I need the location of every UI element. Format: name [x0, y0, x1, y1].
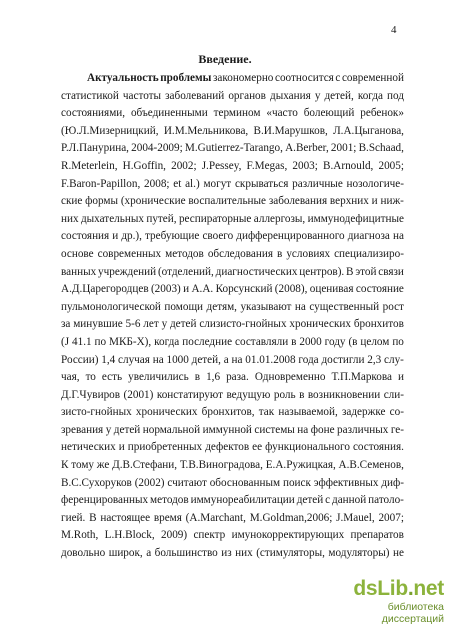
word: эффективных — [313, 476, 379, 489]
word: года — [298, 353, 319, 366]
word: различных — [337, 423, 389, 436]
word: по — [94, 335, 107, 348]
word: диагностических — [215, 265, 298, 278]
word: условиях — [286, 247, 331, 260]
word: 2005; — [378, 159, 404, 172]
word: фоне — [310, 423, 335, 436]
text-line — [61, 211, 404, 229]
word: чая, — [61, 371, 80, 384]
word: увеличились — [128, 371, 189, 384]
word: возникновении — [307, 388, 381, 401]
word: (Ю.Л.Мизерницкий, — [61, 124, 159, 137]
word: Д.В.Стефани, — [112, 459, 178, 472]
word: (2001) — [123, 388, 154, 401]
word: в — [194, 371, 201, 384]
word: термином — [213, 107, 261, 120]
word: верхних — [329, 195, 369, 208]
word: J.Pessey, — [201, 159, 242, 172]
word: специализиро- — [334, 247, 404, 260]
word: на — [152, 353, 164, 366]
word: 1,6 — [206, 371, 221, 384]
word: Актуальность — [87, 72, 159, 84]
word: зисто-гнойных — [61, 406, 132, 419]
word: нормальной — [142, 423, 201, 436]
text-line — [61, 264, 404, 282]
word: а — [146, 547, 152, 560]
text-line — [61, 316, 404, 334]
word: 1,4 — [101, 353, 116, 366]
word: году — [324, 335, 346, 348]
word: аллергозы, — [253, 212, 306, 225]
text-line — [61, 404, 404, 422]
word: ее — [252, 441, 263, 454]
word: состояниями, — [61, 107, 126, 120]
word: этой — [355, 265, 377, 278]
word: (2002) — [134, 476, 165, 489]
word: на — [231, 353, 243, 366]
text-line — [61, 387, 404, 405]
word: детей, — [324, 89, 354, 102]
word: них — [235, 547, 253, 560]
text-line — [61, 527, 404, 545]
word: al.) — [185, 177, 200, 190]
page-number: 4 — [391, 24, 397, 36]
word: же — [96, 459, 110, 472]
word: хронических — [289, 318, 351, 331]
word: последние — [182, 335, 233, 348]
text-line — [61, 334, 404, 352]
text-line — [61, 369, 404, 387]
word: (в — [348, 335, 358, 348]
word: L.H.Block, — [104, 529, 155, 542]
word: связи — [378, 265, 404, 278]
word: данной — [332, 494, 367, 507]
word: Р.Л.Панурина, — [61, 142, 129, 155]
word: констатируют — [156, 388, 223, 401]
section-heading: Введение. — [198, 52, 252, 66]
word: В — [89, 511, 97, 524]
word: широк, — [108, 547, 143, 560]
word: и — [112, 230, 119, 243]
word: поиск — [282, 476, 311, 489]
word: 2002; — [171, 159, 197, 172]
word: указывают — [240, 300, 292, 313]
word: 1000 — [166, 353, 189, 366]
word: ниж- — [380, 195, 404, 208]
text-line — [61, 193, 404, 211]
word: своего — [202, 230, 234, 243]
word: настоящее — [100, 511, 151, 524]
word: 2000 — [299, 335, 322, 348]
word: называемой, — [278, 406, 338, 419]
word: (хронические — [120, 195, 186, 208]
word: Е.А.Ружицкая, — [265, 459, 336, 472]
word: M.Roth, — [61, 529, 99, 542]
word: время — [153, 511, 182, 524]
word: 2009) — [161, 529, 188, 542]
word: когда — [154, 335, 180, 348]
word: бронхитов — [353, 318, 404, 331]
word: считают — [167, 476, 207, 489]
word: иммунореабилитации — [190, 494, 295, 507]
word: закономерно — [212, 72, 274, 84]
word: МКБ-Х), — [109, 335, 152, 348]
word: др.), — [121, 230, 142, 243]
word: статистикой — [61, 89, 119, 102]
word: детям, — [206, 300, 237, 313]
text-line — [61, 88, 404, 106]
word: иммунной — [202, 423, 252, 436]
word: России) — [61, 353, 99, 366]
word: то — [85, 371, 96, 384]
word: Д.Г.Чувиров — [61, 388, 121, 401]
word: целом — [360, 335, 390, 348]
text-line — [61, 123, 404, 141]
word: лет — [143, 318, 159, 331]
word: системы — [254, 423, 295, 436]
word: и — [398, 371, 404, 384]
word: достигли — [321, 353, 365, 366]
word: формы — [85, 195, 119, 208]
word: дифференцированного — [236, 230, 345, 243]
word: В.И.Марушков, — [253, 124, 328, 137]
word: методов — [150, 494, 189, 507]
word: у — [105, 423, 112, 436]
word: со- — [389, 406, 404, 419]
word: слизисто-гнойных — [199, 318, 287, 331]
word: F.Baron-Papillon, — [61, 177, 141, 190]
word: частоты — [122, 89, 162, 102]
word: путей, — [146, 212, 177, 225]
word: современных — [97, 247, 162, 260]
word: у — [314, 89, 321, 102]
text-line — [61, 228, 404, 246]
word: (2003) — [150, 283, 181, 296]
word: в — [277, 247, 283, 260]
text-line — [61, 140, 404, 158]
word: объединенными — [130, 107, 208, 120]
text-line — [61, 70, 404, 88]
word: J.Mauel, — [336, 511, 375, 524]
word: диф- — [381, 476, 404, 489]
word: минувшие — [73, 318, 123, 331]
word: M.Goldman,2006; — [249, 511, 333, 524]
word: с — [325, 494, 331, 507]
word: состояние — [355, 283, 404, 296]
word: за — [61, 318, 71, 331]
word: состояния. — [352, 441, 404, 454]
word: 2001; — [330, 142, 357, 155]
word: сли- — [383, 388, 404, 401]
word: зревания — [61, 423, 104, 436]
word: и — [118, 441, 125, 454]
word: большинство — [154, 547, 218, 560]
word: различные — [292, 177, 343, 190]
word: приобретенных — [127, 441, 203, 454]
word: у — [161, 318, 168, 331]
text-line — [61, 545, 404, 563]
word: рост — [382, 300, 404, 313]
text-line — [61, 510, 404, 528]
text-line — [61, 422, 404, 440]
word: ские — [61, 195, 83, 208]
word: (J — [61, 335, 70, 348]
word: современной — [341, 72, 404, 84]
word: скрываться — [234, 177, 289, 190]
watermark[interactable] — [332, 578, 444, 625]
word: и — [183, 283, 190, 296]
word: органов — [228, 89, 266, 102]
word: на — [297, 423, 309, 436]
word: (2008), — [274, 283, 308, 296]
word: тому — [71, 459, 95, 472]
word: существенный — [309, 300, 380, 313]
text-line — [61, 475, 404, 493]
word: 2003; — [292, 159, 318, 172]
word: бронхитов, — [201, 406, 255, 419]
word: состояния — [61, 230, 110, 243]
word: детей — [169, 318, 197, 331]
word: под — [387, 89, 404, 102]
word: детей, — [191, 353, 221, 366]
word: из — [221, 547, 232, 560]
word: В — [346, 265, 354, 278]
word: раза. — [226, 371, 249, 384]
word: задержке — [341, 406, 386, 419]
word: нетических — [61, 441, 116, 454]
word: Т.П.Маркова — [331, 371, 392, 384]
word: обследования — [207, 247, 273, 260]
text-line — [61, 281, 404, 299]
word: гией. — [61, 511, 86, 524]
word: Одновременно — [254, 371, 326, 384]
word: В.С.Сухоруков — [61, 476, 132, 489]
word: них — [61, 212, 79, 225]
word: так — [258, 406, 275, 419]
text-line — [61, 105, 404, 123]
text-line — [61, 299, 404, 317]
word: К — [61, 459, 69, 472]
word: учреждений — [98, 265, 157, 278]
word: слу- — [384, 353, 404, 366]
word: детей — [296, 494, 324, 507]
word: ге- — [390, 423, 404, 436]
word: нозологиче- — [346, 177, 404, 190]
word: 01.01.2008 — [245, 353, 296, 366]
word: 2007; — [378, 511, 404, 524]
word: и — [371, 195, 378, 208]
word: патоло- — [368, 494, 404, 507]
word: ванных — [61, 265, 97, 278]
word: 2004-2009; — [131, 142, 183, 155]
word: на — [294, 300, 306, 313]
word: воспалительные — [188, 195, 267, 208]
word: а — [223, 353, 229, 366]
word: (стимуляторы, — [256, 547, 325, 560]
word: А.А. — [191, 283, 214, 296]
word: могут — [203, 177, 232, 190]
word: M.Gutierrez-Tarango, — [184, 142, 283, 155]
word: методов — [165, 247, 204, 260]
word: есть — [101, 371, 123, 384]
word: H.Goffin, — [122, 159, 166, 172]
word: 5-6 — [125, 318, 141, 331]
word: модуляторы) — [328, 547, 390, 560]
word: А.В.Семенов, — [338, 459, 404, 472]
word: дыхания — [270, 89, 311, 102]
word: основе — [61, 247, 94, 260]
word: «часто — [266, 107, 298, 120]
word: когда — [357, 89, 383, 102]
word: центров). — [299, 265, 345, 278]
word: 41.1 — [72, 335, 92, 348]
word: спектр — [193, 529, 226, 542]
body-text — [61, 70, 404, 563]
text-line — [61, 492, 404, 510]
word: оценивая — [309, 283, 354, 296]
word: помощи — [164, 300, 204, 313]
word: составляли — [234, 335, 289, 348]
word: B.Schaad, — [358, 142, 404, 155]
word: не — [392, 547, 404, 560]
word: имунокорректирующих — [231, 529, 345, 542]
word: (отделений, — [157, 265, 214, 278]
word: Л.А.Цыганова, — [333, 124, 404, 137]
word: диагноза — [347, 230, 390, 243]
word: в — [291, 335, 297, 348]
watermark-logo[interactable] — [332, 578, 444, 600]
word: препаратов — [350, 529, 404, 542]
word: функционального — [265, 441, 350, 454]
word: по — [392, 335, 404, 348]
word: A.Berber, — [285, 142, 329, 155]
word: заболеваний — [165, 89, 225, 102]
watermark-subtitle: библиотека диссертаций — [381, 601, 444, 625]
word: заболевания — [268, 195, 328, 208]
word: (A.Marchant, — [185, 511, 246, 524]
word: 2,3 — [367, 353, 382, 366]
word: ребенок» — [360, 107, 404, 120]
word: требующие — [145, 230, 200, 243]
word: R.Meterlein, — [61, 159, 118, 172]
word: довольно — [61, 547, 106, 560]
word: случая — [118, 353, 150, 366]
word: роль — [273, 388, 296, 401]
watermark-logo-tld: net — [413, 577, 444, 600]
word: на — [392, 230, 404, 243]
word: респираторные — [178, 212, 252, 225]
word: соотносится — [274, 72, 334, 84]
watermark-logo-dot: . — [407, 577, 414, 600]
text-line — [61, 457, 404, 475]
word: Т.В.Виноградова, — [179, 459, 263, 472]
word: А.Д.Царегородцев — [61, 283, 149, 296]
word: обоснованным — [209, 476, 281, 489]
word: хронических — [135, 406, 198, 419]
word: F.Megas, — [246, 159, 288, 172]
word: в — [299, 388, 305, 401]
word: с — [335, 72, 341, 84]
word: дефектов — [205, 441, 250, 454]
word: B.Arnould, — [323, 159, 374, 172]
word: пульмонологической — [61, 300, 161, 313]
word: ференцированных — [61, 494, 149, 507]
word: иммунодефицитные — [307, 212, 404, 225]
text-line — [61, 158, 404, 176]
text-line — [61, 176, 404, 194]
word: ведущую — [226, 388, 271, 401]
word: дыхательных — [80, 212, 144, 225]
word: детей — [113, 423, 141, 436]
watermark-logo-main: dsLib — [353, 577, 408, 600]
word: проблемы — [160, 72, 212, 84]
word: 2008; — [144, 177, 170, 190]
word: болеющий — [303, 107, 355, 120]
text-line — [61, 352, 404, 370]
word: Корсунский — [215, 283, 273, 296]
word: et — [173, 177, 182, 190]
word: И.М.Мельникова, — [163, 124, 249, 137]
text-line — [61, 439, 404, 457]
text-line — [61, 246, 404, 264]
